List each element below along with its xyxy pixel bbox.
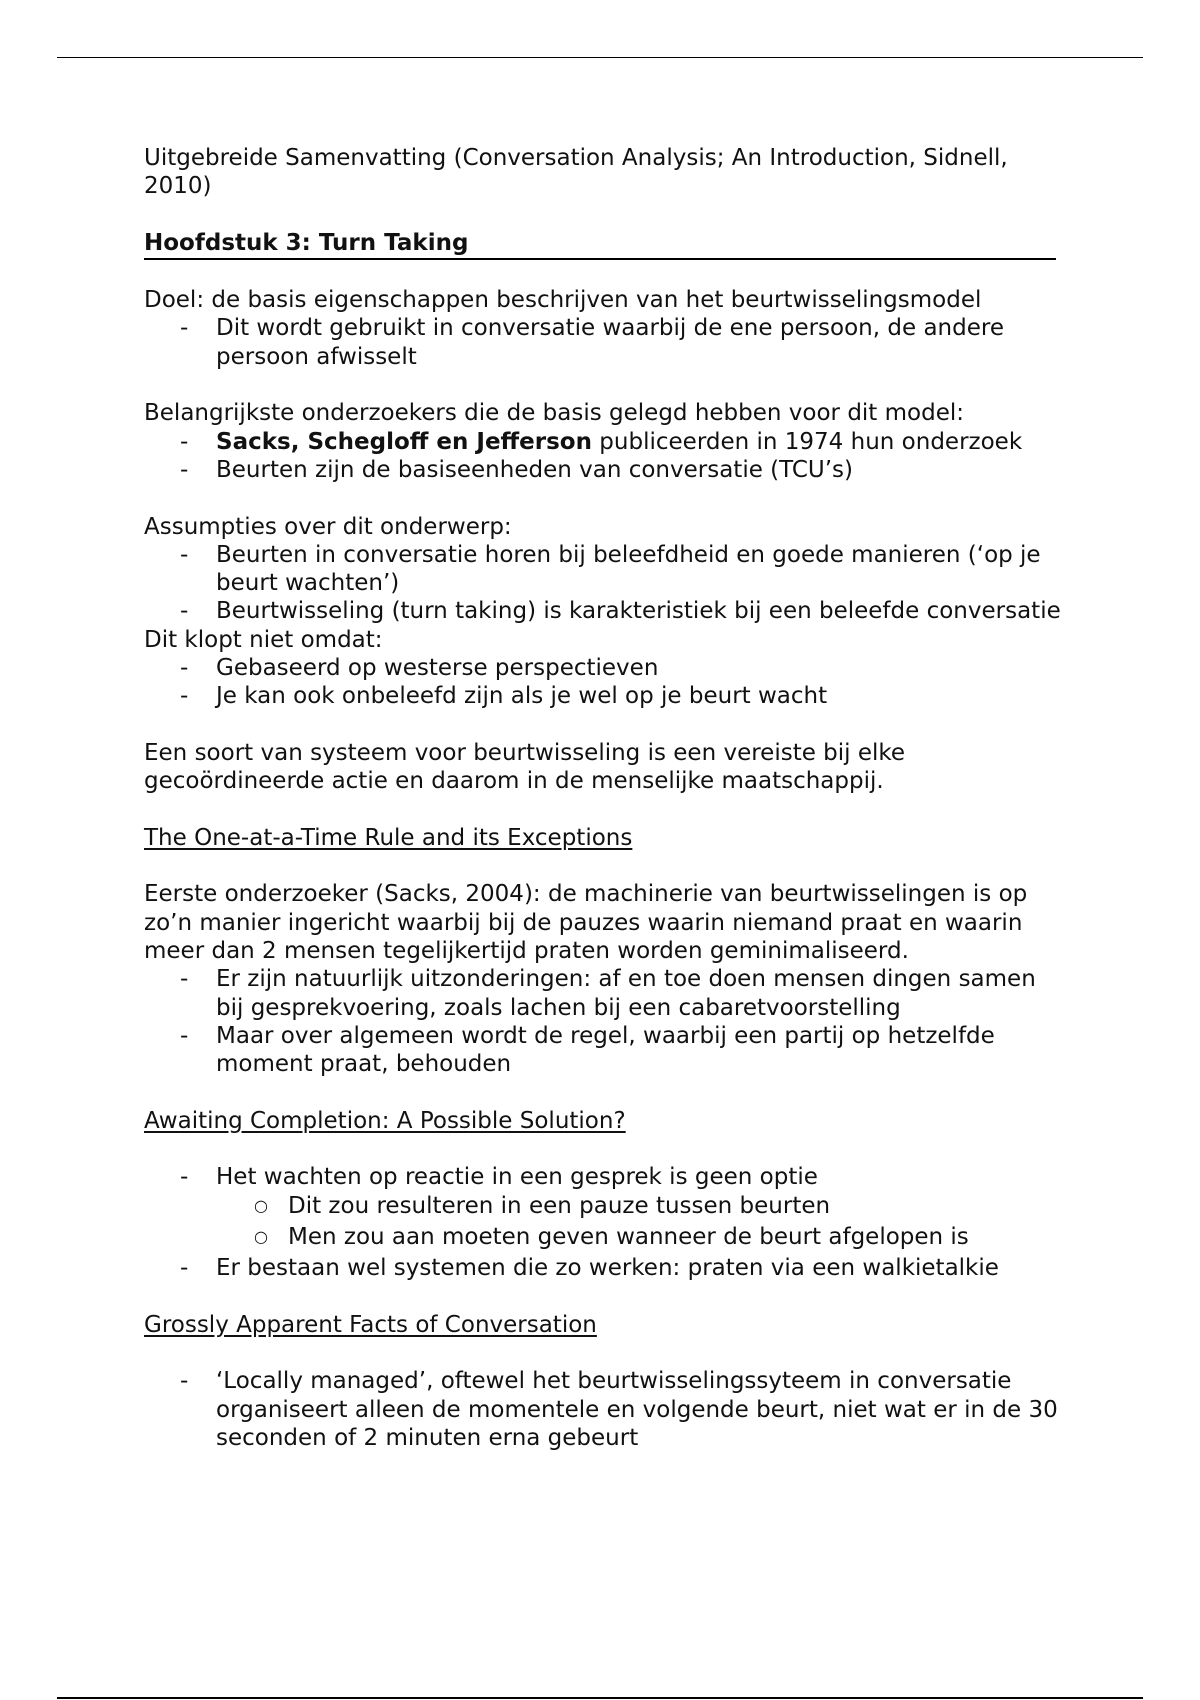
- researchers-intro: Belangrijkste onderzoekers die de basis gelegd hebben voor dit model:: [144, 400, 965, 427]
- system-paragraph: Een soort van systeem voor beurtwisseling is een vereiste bij elke gecoördineerde actie en daarom in de menselijke maatschappij.: [144, 739, 906, 795]
- sub-list-item: [144, 1192, 1064, 1220]
- list-item: [144, 456, 1064, 484]
- footer-rule: [57, 1697, 1143, 1699]
- researchers-names: Sacks, Schegloff en Jefferson: [216, 428, 592, 455]
- list-item-text: Beurten in conversatie horen bij beleefdheid en goede manieren (‘op je beurt wachten’): [216, 541, 1041, 597]
- dash-bullet: -: [180, 456, 189, 483]
- list-item-text: ‘Locally managed’, oftewel het beurtwisselingssyteem in conversatie organiseert alleen de momentele en volgende beurt, niet wat er in de 30 seconden of 2 minuten erna gebeurt: [216, 1368, 1058, 1452]
- list-item-text: Dit wordt gebruikt in conversatie waarbij de ene persoon, de andere persoon afwisselt: [216, 315, 1004, 370]
- list-item-text: Er bestaan wel systemen die zo werken: praten via een walkietalkie: [216, 1255, 999, 1282]
- list-item-text: Je kan ook onbeleefd zijn als je wel op je beurt wacht: [216, 683, 828, 710]
- list-item: [144, 965, 1064, 1022]
- dash-bullet: -: [180, 655, 189, 682]
- one-at-a-time-paragraph: Eerste onderzoeker (Sacks, 2004): de machinerie van beurtwisselingen is op zo’n manier ingericht waarbij bij de pauzes waarin niemand praat en waarin meer dan 2 mensen tegelijkertijd praten worden geminimaliseerd.: [144, 881, 1028, 965]
- chapter-heading: Hoofdstuk 3: Turn Taking: [144, 229, 469, 256]
- circle-bullet: ○: [254, 1226, 268, 1246]
- dash-bullet: -: [180, 1022, 189, 1049]
- list-item: [144, 1022, 1064, 1079]
- list-item-text: Beurtwisseling (turn taking) is karakteristiek bij een beleefde conversatie: [216, 598, 1061, 625]
- dash-bullet: -: [180, 1164, 189, 1191]
- section-title-grossly: Grossly Apparent Facts of Conversation: [144, 1311, 597, 1338]
- dash-bullet: -: [180, 683, 189, 710]
- list-item-text: Maar over algemeen wordt de regel, waarbij een partij op hetzelfde moment praat, behouden: [216, 1022, 995, 1078]
- list-item-text: publiceerden in 1974 hun onderzoek: [592, 428, 1023, 455]
- list-item: [144, 541, 1064, 598]
- dash-bullet: -: [180, 541, 189, 568]
- list-item: [144, 682, 1064, 710]
- sub-list-item-text: Men zou aan moeten geven wanneer de beurt afgelopen is: [288, 1223, 969, 1250]
- dash-bullet: -: [180, 1255, 189, 1282]
- dash-bullet: -: [180, 315, 189, 342]
- list-item: [144, 1254, 1064, 1282]
- list-item: [144, 1163, 1064, 1191]
- header-rule: [57, 57, 1143, 58]
- not-correct-text: Dit klopt niet omdat:: [144, 626, 383, 653]
- dash-bullet: -: [180, 966, 189, 993]
- list-item-text: Er zijn natuurlijk uitzonderingen: af en toe doen mensen dingen samen bij gesprekvoering, zoals lachen bij een cabaretvoorstelling: [216, 966, 1036, 1021]
- section-title-one-at-a-time: The One-at-a-Time Rule and its Exceptions: [144, 824, 633, 851]
- sub-list-item-text: Dit zou resulteren in een pauze tussen beurten: [288, 1192, 831, 1219]
- goal-text: Doel: de basis eigenschappen beschrijven van het beurtwisselingsmodel: [144, 287, 982, 314]
- list-item: [144, 654, 1064, 682]
- list-item-text: Het wachten op reactie in een gesprek is geen optie: [216, 1164, 818, 1191]
- document-body: [144, 144, 1064, 1452]
- dash-bullet: -: [180, 598, 189, 625]
- list-item-text: Beurten zijn de basiseenheden van conversatie (TCU’s): [216, 456, 854, 483]
- document-title: Uitgebreide Samenvatting (Conversation Analysis; An Introduction, Sidnell, 2010): [144, 145, 1008, 200]
- chapter-heading-block: [144, 229, 1064, 260]
- assumptions-intro: Assumpties over dit onderwerp:: [144, 513, 512, 540]
- circle-bullet: ○: [254, 1195, 268, 1215]
- list-item: [144, 428, 1064, 456]
- list-item-text: Gebaseerd op westerse perspectieven: [216, 655, 659, 682]
- list-item: [144, 314, 1064, 371]
- dash-bullet: -: [180, 428, 189, 455]
- list-item: [144, 1367, 1064, 1452]
- list-item: [144, 597, 1064, 625]
- dash-bullet: -: [180, 1368, 189, 1395]
- sub-list-item: [144, 1223, 1064, 1251]
- section-title-awaiting: Awaiting Completion: A Possible Solution?: [144, 1107, 626, 1134]
